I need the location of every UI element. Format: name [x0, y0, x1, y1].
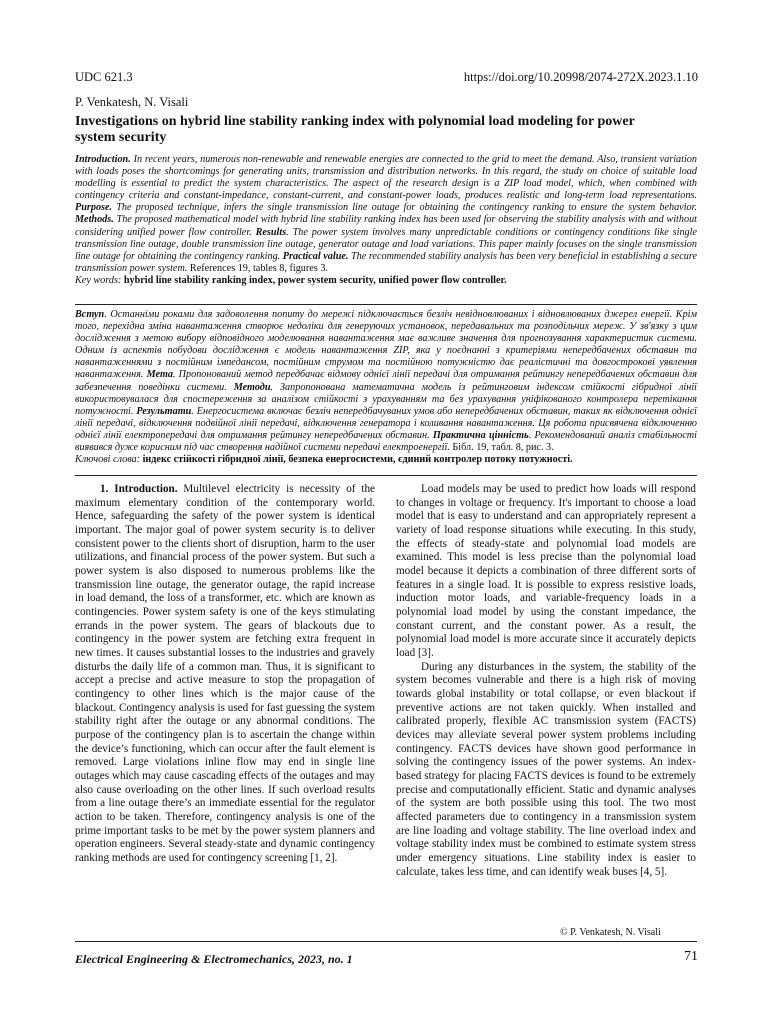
- keywords: [75, 275, 507, 286]
- abstract-intro-label: Introduction.: [75, 154, 131, 165]
- section-divider: [75, 475, 697, 476]
- abstract-uk-practical-label: Практична цінність: [432, 429, 529, 441]
- keywords-value: hybrid line stability ranking index, power system security, unified power flow controller.: [121, 274, 507, 286]
- authors: P. Venkatesh, N. Visali: [75, 95, 189, 109]
- abstract-uk-purpose-label: Мета: [146, 369, 173, 381]
- keywords-label: Key words:: [75, 274, 122, 286]
- page-number: 71: [684, 949, 698, 964]
- doi-link[interactable]: https://doi.org/10.20998/2074-272X.2023.1.10: [463, 70, 698, 84]
- abstract-purpose-label: Purpose.: [75, 202, 113, 214]
- keywords-uk-label: Ключові слова:: [75, 454, 141, 466]
- abstract-intro-text: In recent years, numerous non-renewable and renewable energies are connected to the grid to meet the demand. Also, transient variation with loads poses the shortcomings for generating units, transmission and distribution networks. In this regard, the study on choice of suitable load modelling is essential to predict the system characteristics. The aspect of the research design is a ZIP load model, which, when combined with contingency criteria and constant-impedance, constant-current, and constant-power loads, produces realistic and long-term load representations.: [75, 154, 697, 202]
- paragraph-text: Multilevel electricity is necessity of the maximum elementary condition of the contemporary world. Hence, safeguarding the safety of the power system is identical important. The major goal of power system security is to deliver consistent power to the clients short of disruption, harm to the user utilizations, and financial process of the power system. But such a power system is also disposed to numerous problems like the transmission line outage, the generator outage, the rapid increase in load demand, the loss of a transformer, etc. which are known as contingencies. Power system safety is one of the keys stimulating errands in the power system. The gears of blackouts due to contingency in the power system are fetching extra frequent in new times. It causes substantial losses to the industries and gravely disturbs the daily life of a common man. Thus, it is significant to accept a precise and active measure to stop the propagation of contingency to other lines which is the major cause of the blackout. Contingency analysis is used for fast guessing the system stability right after the outage or any abnormal conditions. The purpose of the contingency plan is to ascertain the change within the device’s functioning, which can occur after the fault element is removed. Large violations inline flow may end in single line outages which may cause cascading effects of the outages and may also cause overloading on the other lines. If such overload results from a line outage there’s an immediate essential for the regulator action to be taken. Therefore, contingency analysis is one of the prime important tasks to be met by the power system planners and operation engineers. Several steady-state and dynamic contingency ranking methods are used for contingency screening [1, 2].: [75, 483, 376, 865]
- paper-title: Investigations on hybrid line stability ranking index with polynomial load modeling for power system security: [75, 114, 635, 145]
- abstract-english: [75, 154, 697, 287]
- abstract-uk-intro-label: Вступ: [75, 309, 105, 320]
- abstract-uk-purpose-text: . Пропонований метод передбачає відмову однієї лінії передачі для отримання рейтингу непередбачених обставин для забезпечення поведінки системи.: [75, 369, 697, 393]
- section-divider: [75, 304, 697, 305]
- abstract-practical-text: The recommended stability analysis has been very beneficial in establishing a secure transmission power system.: [75, 250, 697, 274]
- body-column-left: [75, 483, 375, 866]
- abstract-ukrainian: [75, 309, 697, 466]
- abstract-uk-methods-text: . Запропонована математична модель із рейтинговим індексом стійкості гібридної лінії використовувалася для спостереження за аналізом стійкості з урахуванням та без урахування уніфікованого контролера перетікання потужності.: [75, 381, 697, 417]
- journal-name: Electrical Engineering & Electromechanics, 2023, no. 1: [75, 952, 353, 966]
- abstract-uk-intro-text: . Останніми роками для задоволення попиту до мережі підключається безліч невідновлюваних і відновлюваних джерел енергії. Крім того, перехідна зміна навантаження створює недоліки для генеруючих установок, передавальних та розподільчих мереж. У зв'язку з цим дослідження з метою вибору відповідного моделювання навантаження має важливе значення для прогнозування характеристик системи. Одним із аспектів побудови дослідження є модель навантаження ZIP, яка у поєднанні з критеріями непередбачених обставин та навантаженнями з постійним імпедансом, постійним струмом та постійною потужністю дає реалістичні та довгострокові уявлення навантаження.: [75, 309, 697, 381]
- udc-code: UDC 621.3: [75, 70, 133, 84]
- abstract-uk-results-text: . Енергосистема включає безліч непередбачуваних умов або непередбачених обставин, таких як відключення однієї лінії передачі, відключення подвійної лінії передачі, відключення генератора і коливання навантаження. Ця робота присвячена відключенню однієї лінії електропередачі для отримання рейтингу непередбачених обставин.: [75, 405, 697, 441]
- abstract-practical-label: Practical value.: [282, 250, 349, 262]
- keywords-uk: [75, 454, 573, 465]
- paragraph: Load models may be used to predict how loads will respond to changes in voltage or frequency. It's important to choose a load model that is easy to understand and can appropriately represent a variety of load response situations while executing. In this study, the effects of steady-state and polynomial load models are examined. This model is less precise than the polynomial load model because it depicts a combination of three different sorts of features in a single load. It is possible to express resistive loads, induction motor loads, and variable-frequency loads in a polynomial load model by using the constant impedance, the constant current, and the constant power. As a result, the polynomial load model is more accurate since it accurately depicts load [3].: [396, 483, 696, 660]
- body-column-right: [396, 483, 696, 879]
- section-heading-introduction: 1. Introduction.: [100, 483, 178, 495]
- abstract-methods-text: The proposed mathematical model with hybrid line stability ranking index has been used for observing the stability analysis with and without considering unified power flow controller.: [75, 214, 697, 238]
- abstract-purpose-text: The proposed technique, infers the single transmission line outage for obtaining the contingency ranking to ensure the system behavior.: [112, 202, 697, 214]
- abstract-uk-results-label: Результати: [136, 405, 192, 417]
- abstract-methods-label: Methods.: [75, 214, 114, 226]
- paragraph: [75, 483, 375, 866]
- abstract-uk-methods-label: Методи: [233, 381, 271, 393]
- abstract-refs: References 19, tables 8, figures 3.: [189, 262, 328, 274]
- abstract-results-text: . The power system involves many unpredictable conditions or contingency conditions like single transmission line outage, double transmission line outage, generator outage and load variations. This paper mainly focuses on the single transmission line outage for obtaining the contingency ranking.: [75, 226, 698, 262]
- keywords-uk-value: індекс стійкості гібридної лінії, безпека енергосистеми, єдиний контролер потоку потужності.: [140, 454, 573, 466]
- paragraph: During any disturbances in the system, the stability of the system becomes vulnerable and there is a high risk of moving towards global instability or total collapse, or even blackout if preventive actions are not taken quickly. When installed and calibrated properly, flexible AC transmission system (FACTS) devices may alleviate several power system problems including contingency. FACTS devices have shown good performance in solving the contingency issues of the power systems. An index-based strategy for placing FACTS devices is found to be extremely precise and computationally efficient. Static and dynamic analyses of the system are both possible using this tool. The two most affected parameters due to contingency in a transmission system are line loading and voltage stability. The line overload index and voltage stability index must be combined to estimate system stress under emergency situations. Line stability index is easier to calculate, takes less time, and can identify weak buses [4, 5].: [396, 660, 696, 878]
- footer-divider: [75, 941, 697, 942]
- abstract-results-label: Results: [255, 226, 287, 238]
- abstract-uk-refs: Бібл. 19, табл. 8, рис. 3.: [452, 442, 554, 454]
- copyright-notice: © P. Venkatesh, N. Visali: [560, 927, 661, 938]
- abstract-uk-practical-text: . Рекомендований аналіз стабільності виявився дуже корисним під час створення надійної системи передачі електроенергії.: [75, 429, 697, 454]
